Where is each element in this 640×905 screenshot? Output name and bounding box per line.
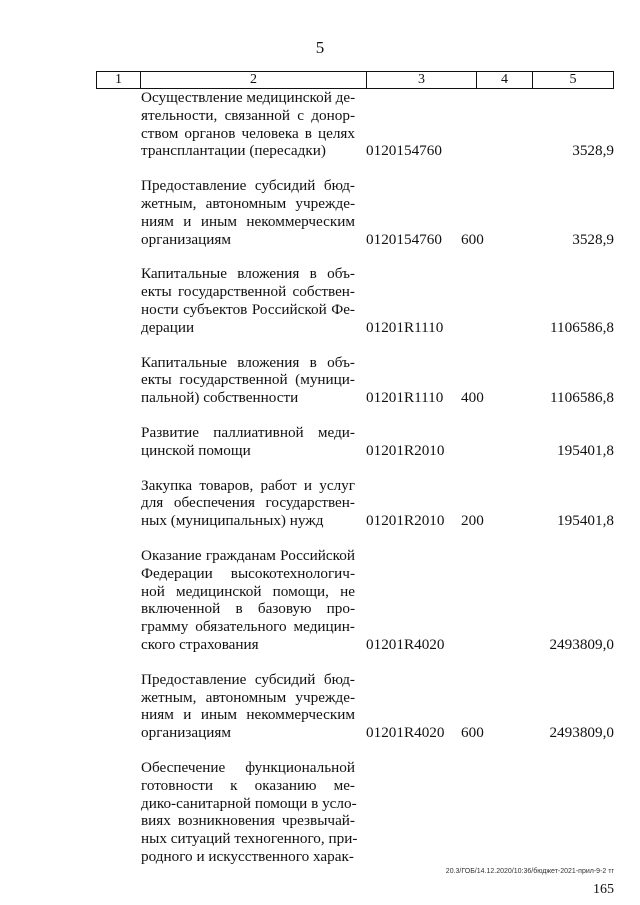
table-row	[0, 759, 640, 866]
table-row	[0, 424, 640, 460]
description-line: Оказание гражданам Российской	[141, 547, 355, 564]
description-line: ятельности, связанной с донор-	[141, 106, 355, 124]
description-line: Развитие паллиативной меди-	[141, 424, 355, 441]
expense-type-code: 400	[461, 389, 484, 407]
description-line: Предоставление субсидий бюд-	[141, 177, 355, 195]
description-line: родного и искусственного харак-	[141, 847, 354, 865]
amount: 195401,8	[557, 441, 614, 459]
description-line: Капитальные вложения в объ-	[141, 353, 355, 371]
header-col-2: 2	[141, 72, 367, 88]
description-line: грамму обязательного медицин-	[141, 618, 355, 636]
description-line: ных ситуаций техногенного, при-	[141, 830, 358, 848]
description-line: пальной) собственности	[141, 389, 299, 407]
description-line: виях возникновения чрезвычай-	[141, 812, 355, 830]
description-line: жетным, автономным учрежде-	[141, 194, 355, 212]
table-row	[0, 547, 640, 654]
header-col-4: 4	[477, 72, 533, 88]
description-line: Капитальные вложения в объ-	[141, 265, 355, 283]
description-line: дико-санитарной помощи в усло-	[141, 794, 357, 812]
amount: 3528,9	[572, 230, 614, 248]
table-row	[0, 89, 640, 160]
amount: 1106586,8	[550, 389, 614, 407]
expense-type-code: 200	[461, 512, 484, 530]
row-description	[141, 424, 355, 460]
expense-type-code: 600	[461, 230, 484, 248]
amount: 1106586,8	[550, 318, 614, 336]
row-description	[141, 265, 355, 336]
description-line: ности субъектов Российской Фе-	[141, 300, 355, 318]
description-line: включенной в базовую про-	[141, 600, 355, 618]
table-row	[0, 177, 640, 248]
description-line: Федерации высокотехнологич-	[141, 564, 355, 582]
header-col-1: 1	[97, 72, 141, 88]
description-line: жетным, автономным учрежде-	[141, 688, 355, 706]
description-line: организациям	[141, 724, 232, 742]
expense-type-code: 600	[461, 724, 484, 742]
row-description	[141, 177, 355, 248]
table-row	[0, 354, 640, 407]
description-line: Закупка товаров, работ и услуг	[141, 476, 355, 494]
description-line: трансплантации (пересадки)	[141, 142, 326, 160]
description-line: ством органов человека в целях	[141, 124, 355, 142]
description-line: екты государственной собствен-	[141, 283, 355, 301]
row-description	[141, 547, 355, 654]
row-description	[141, 759, 358, 866]
description-line: Осуществление медицинской де-	[141, 89, 356, 106]
description-line: Предоставление субсидий бюд-	[141, 670, 355, 688]
amount: 2493809,0	[549, 724, 614, 742]
target-article-code: 01201R4020	[366, 724, 445, 742]
description-line: цинской помощи	[141, 441, 251, 459]
description-line: организациям	[141, 230, 232, 248]
row-description	[141, 89, 355, 160]
amount: 3528,9	[572, 142, 614, 160]
amount: 2493809,0	[549, 636, 614, 653]
description-line: Обеспечение функциональной	[141, 759, 355, 776]
description-line: ных (муниципальных) нужд	[141, 512, 324, 530]
target-article-code: 0120154760	[366, 230, 442, 248]
row-description	[141, 354, 355, 407]
target-article-code: 01201R1110	[366, 389, 444, 407]
description-line: ниям и иным некоммерческим	[141, 212, 355, 230]
table-row	[0, 671, 640, 742]
description-line: ной медицинской помощи, не	[141, 582, 355, 600]
header-col-3: 3	[367, 72, 477, 88]
footer-stamp: 20.3/ГОБ/14.12.2020/10:36/бюджет-2021-прил-9-2 тг	[445, 868, 614, 875]
target-article-code: 01201R2010	[366, 441, 445, 459]
description-line: готовности к оказанию ме-	[141, 776, 355, 794]
row-description	[141, 671, 355, 742]
header-col-5: 5	[569, 72, 577, 87]
table-row	[0, 477, 640, 530]
description-line: дерации	[141, 318, 195, 336]
table-row	[0, 265, 640, 336]
target-article-code: 01201R2010	[366, 512, 445, 530]
row-description	[141, 477, 355, 530]
target-article-code: 01201R4020	[366, 636, 445, 653]
description-line: ниям и иным некоммерческим	[141, 706, 355, 724]
target-article-code: 01201R1110	[366, 318, 444, 336]
amount: 195401,8	[557, 512, 614, 530]
target-article-code: 0120154760	[366, 142, 442, 160]
table-header	[96, 71, 614, 89]
description-line: для обеспечения государствен-	[141, 494, 355, 512]
description-line: ского страхования	[141, 635, 259, 653]
page-number: 5	[315, 38, 325, 57]
footer-page-number: 165	[593, 882, 614, 897]
description-line: екты государственной (муници-	[141, 371, 355, 389]
